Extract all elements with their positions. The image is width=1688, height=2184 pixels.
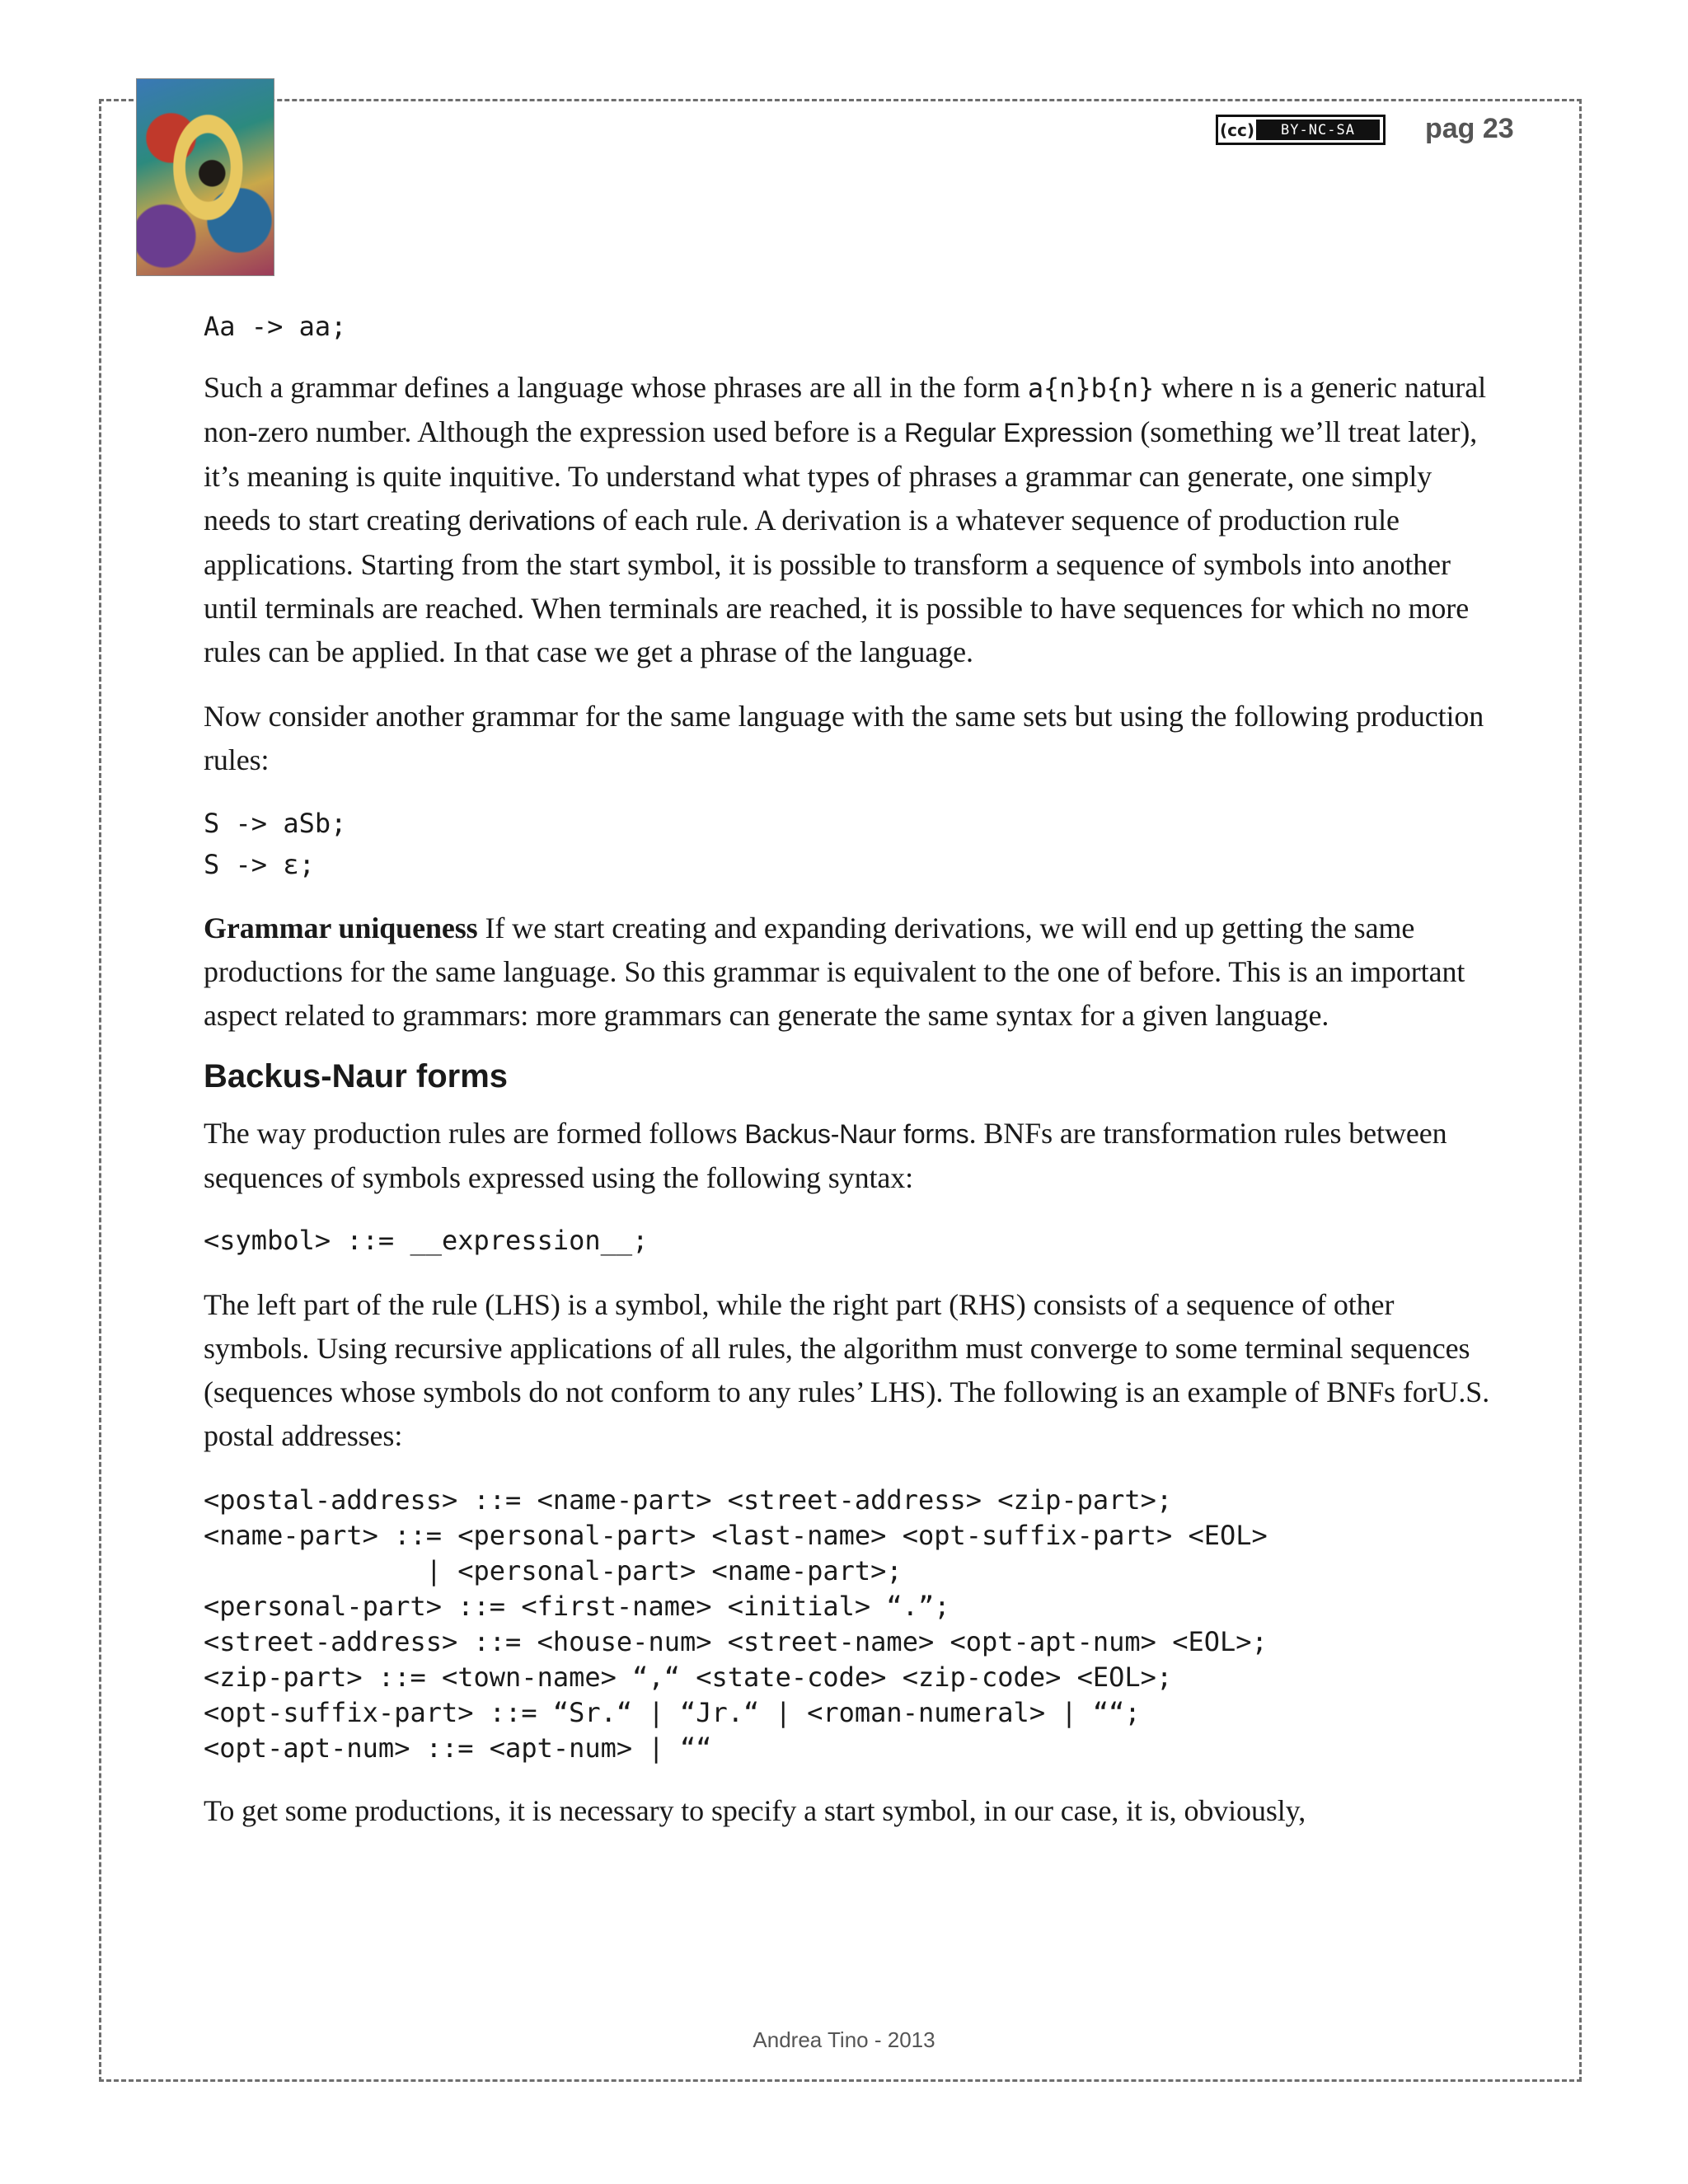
footer-author: Andrea Tino - 2013	[753, 2027, 935, 2052]
p3-text: If we start creating and expanding derivations, we will end up getting the same productions for the same language. So this grammar is equivalent to the one of before. This is an important aspect related to grammars: more grammars can generate the same syntax for a given language.	[204, 912, 1465, 1032]
p1-text-b: where n is a generic natural non-zero number. Although the expression used before is a	[204, 371, 1487, 448]
p1-code-form: a{n}b{n}	[1027, 373, 1155, 404]
p1-term-derivations: derivations	[468, 506, 596, 536]
paragraph-6: To get some productions, it is necessary to specify a start symbol, in our case, it is, obviously,	[204, 1794, 1306, 1827]
cc-icon: (cc)	[1220, 120, 1254, 140]
p1-term-regex: Regular Expression	[904, 418, 1133, 448]
p1-text-d: of each rule. A derivation is a whatever sequence of production rule applications. Starting from the start symbol, it is possible to transform a sequence of symbols into another until terminals are reached. When terminals are reached, it is possible to have sequences for which no more rules can be applied. In that case we get a phrase of the language.	[204, 504, 1470, 668]
p3-bold-lead: Grammar uniqueness	[204, 912, 478, 944]
license-label: BY-NC-SA	[1256, 120, 1380, 140]
code-block-1: Aa -> aa;	[204, 311, 347, 342]
code-block-2: S -> aSb; S -> ε;	[204, 808, 347, 880]
code-block-4: <postal-address> ::= <name-part> <street-address> <zip-part>; <name-part> ::= <personal-part> <last-name> <opt-suffix-part> <EOL> | <personal-part> <name-part>; <personal-part> ::= <first-name> <initial> “.”; <street-address> ::= <house-num> <street-name> <opt-apt-num> <EOL>; <zip-part> ::= <town-name> “,“ <state-code> <zip-code> <EOL>; <opt-suffix-part> ::= “Sr.“ | “Jr.“ | <roman-numeral> | ““; <opt-apt-num> ::= <apt-num> | ““	[204, 1484, 1268, 1764]
book-cover-thumbnail	[136, 78, 274, 276]
paragraph-3	[204, 907, 1506, 1038]
page-content	[204, 309, 1506, 1833]
p4-term-bnf: Backus-Naur forms	[744, 1119, 969, 1149]
p4-text-a: The way production rules are formed follows	[204, 1117, 745, 1150]
code-block-3: <symbol> ::= __expression__;	[204, 1225, 649, 1256]
paragraph-1	[204, 366, 1506, 674]
section-title: Backus-Naur forms	[204, 1058, 509, 1094]
p1-text-a: Such a grammar defines a language whose phrases are all in the form	[204, 371, 1028, 404]
cc-license-badge[interactable]	[1216, 115, 1386, 145]
paragraph-4	[204, 1112, 1506, 1200]
p1-text-c: (something we’ll treat later), it’s meaning is quite inquitive. To understand what types of phrases a grammar can generate, one simply needs to start creating	[204, 415, 1478, 537]
paragraph-5: The left part of the rule (LHS) is a symbol, while the right part (RHS) consists of a sequence of other symbols. Using recursive applications of all rules, the algorithm must converge to some terminal sequences (sequences whose symbols do not conform to any rules’ LHS). The following is an example of BNFs forU.S. postal addresses:	[204, 1288, 1490, 1452]
p4-text-b: . BNFs are transformation rules between sequences of symbols expressed using the following syntax:	[204, 1117, 1447, 1194]
paragraph-2: Now consider another grammar for the same language with the same sets but using the following production rules:	[204, 700, 1484, 776]
page-number: pag 23	[1425, 113, 1514, 144]
